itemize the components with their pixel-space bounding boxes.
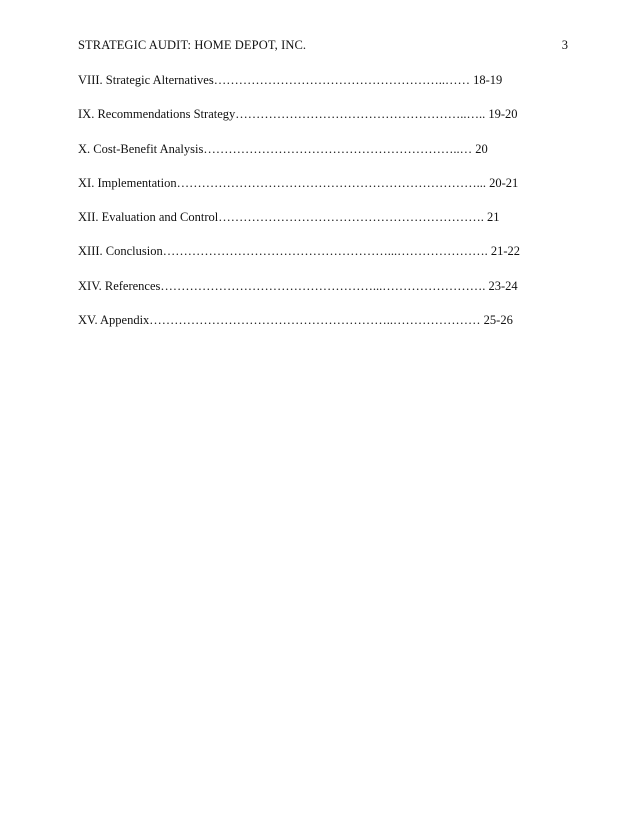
toc-entry-recommendations-strategy: IX. Recommendations Strategy………………………………………………..….. 19-20 (78, 107, 518, 122)
toc-entry-cost-benefit-analysis: X. Cost-Benefit Analysis……………………………………………………..… 20 (78, 141, 488, 156)
toc-entry-conclusion: XIII. Conclusion………………………………………………...…………………. 21-22 (78, 244, 520, 259)
page-number: 3 (561, 38, 568, 52)
toc-entry-references: XIV. References……………………………………………...……………………. 23-24 (78, 278, 518, 293)
running-head: STRATEGIC AUDIT: HOME DEPOT, INC. (78, 38, 307, 52)
table-of-contents (78, 71, 538, 345)
page-header (78, 36, 568, 54)
toc-entry-evaluation-and-control: XII. Evaluation and Control………………………………………………………. 21 (78, 210, 500, 225)
toc-entry-appendix: XV. Appendix…………………………………………………..………………… 25-26 (78, 313, 513, 328)
toc-entry-strategic-alternatives: VIII. Strategic Alternatives………………………………………………..…… 18-19 (78, 73, 503, 87)
toc-entry-implementation: XI. Implementation………………………………………………………………... 20-21 (78, 175, 519, 190)
